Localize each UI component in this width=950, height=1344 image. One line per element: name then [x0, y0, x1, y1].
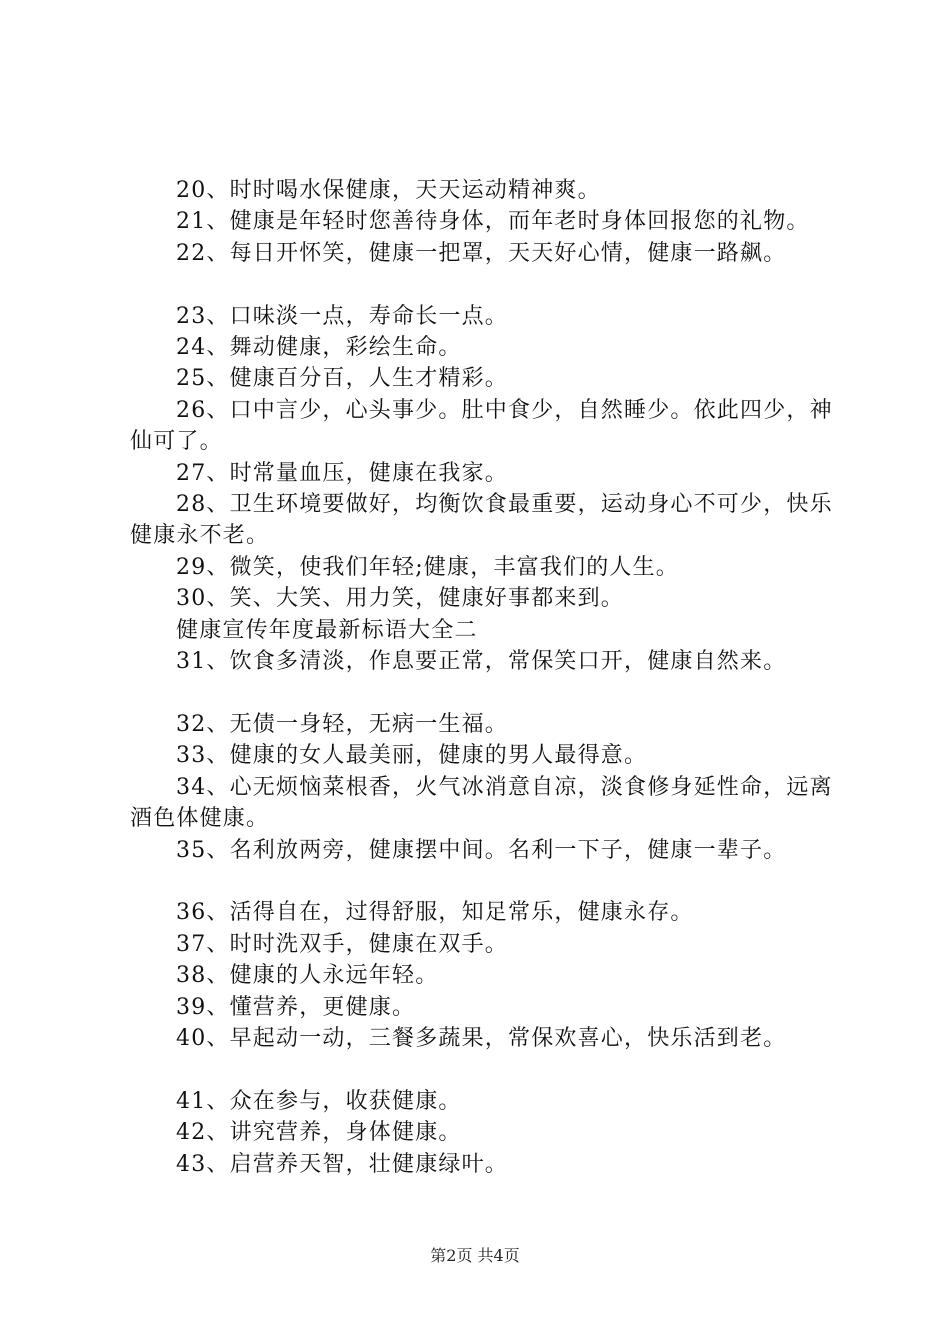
slogan-paragraph: 29、微笑，使我们年轻;健康，丰富我们的人生。 [176, 554, 680, 580]
slogan-paragraph: 42、讲究营养，身体健康。 [176, 1120, 462, 1146]
slogan-paragraph: 36、活得自在，过得舒服，知足常乐，健康永存。 [176, 900, 694, 926]
page-footer: 第2页 共4页 [430, 1246, 520, 1265]
slogan-paragraph: 25、健康百分百，人生才精彩。 [176, 366, 508, 392]
slogan-paragraph: 23、口味淡一点，寿命长一点。 [176, 303, 508, 329]
slogan-paragraph: 38、健康的人永远年轻。 [176, 963, 439, 989]
slogan-paragraph: 21、健康是年轻时您善待身体，而年老时身体回报您的礼物。 [176, 209, 810, 235]
slogan-paragraph: 31、饮食多清淡，作息要正常，常保笑口开，健康自然来。 [176, 649, 787, 675]
slogan-paragraph: 43、启营养天智，壮健康绿叶。 [176, 1151, 508, 1177]
slogan-paragraph: 健康宣传年度最新标语大全二 [176, 617, 478, 643]
slogan-paragraph: 33、健康的女人最美丽，健康的男人最得意。 [176, 743, 648, 769]
slogan-paragraph: 35、名利放两旁，健康摆中间。名利一下子，健康一辈子。 [176, 837, 787, 863]
slogan-paragraph: 39、懂营养，更健康。 [176, 994, 416, 1020]
slogan-paragraph: 20、时时喝水保健康，天天运动精神爽。 [176, 178, 601, 203]
slogan-paragraph: 27、时常量血压，健康在我家。 [176, 460, 508, 486]
slogan-paragraph: 32、无债一身轻，无病一生福。 [176, 711, 508, 737]
slogan-paragraph: 37、时时洗双手，健康在双手。 [176, 931, 508, 957]
slogan-paragraph: 40、早起动一动，三餐多蔬果，常保欢喜心，快乐活到老。 [176, 1025, 787, 1051]
slogan-paragraph: 28、卫生环境要做好，均衡饮食最重要，运动身心不可少，快乐健康永不老。 [130, 492, 833, 549]
slogan-paragraph: 30、笑、大笑、用力笑，健康好事都来到。 [176, 586, 624, 612]
slogan-paragraph: 41、众在参与，收获健康。 [176, 1088, 462, 1114]
slogan-paragraph: 34、心无烦恼菜根香，火气冰消意自凉，淡食修身延性命，远离酒色体健康。 [130, 774, 833, 832]
slogan-paragraph: 24、舞动健康，彩绘生命。 [176, 335, 462, 361]
slogan-paragraph: 26、口中言少，心头事少。肚中食少，自然睡少。依此四少，神仙可了。 [130, 397, 833, 455]
document-body [130, 175, 850, 1180]
slogan-paragraph: 22、每日开怀笑，健康一把罩，天天好心情，健康一路飙。 [176, 240, 787, 266]
